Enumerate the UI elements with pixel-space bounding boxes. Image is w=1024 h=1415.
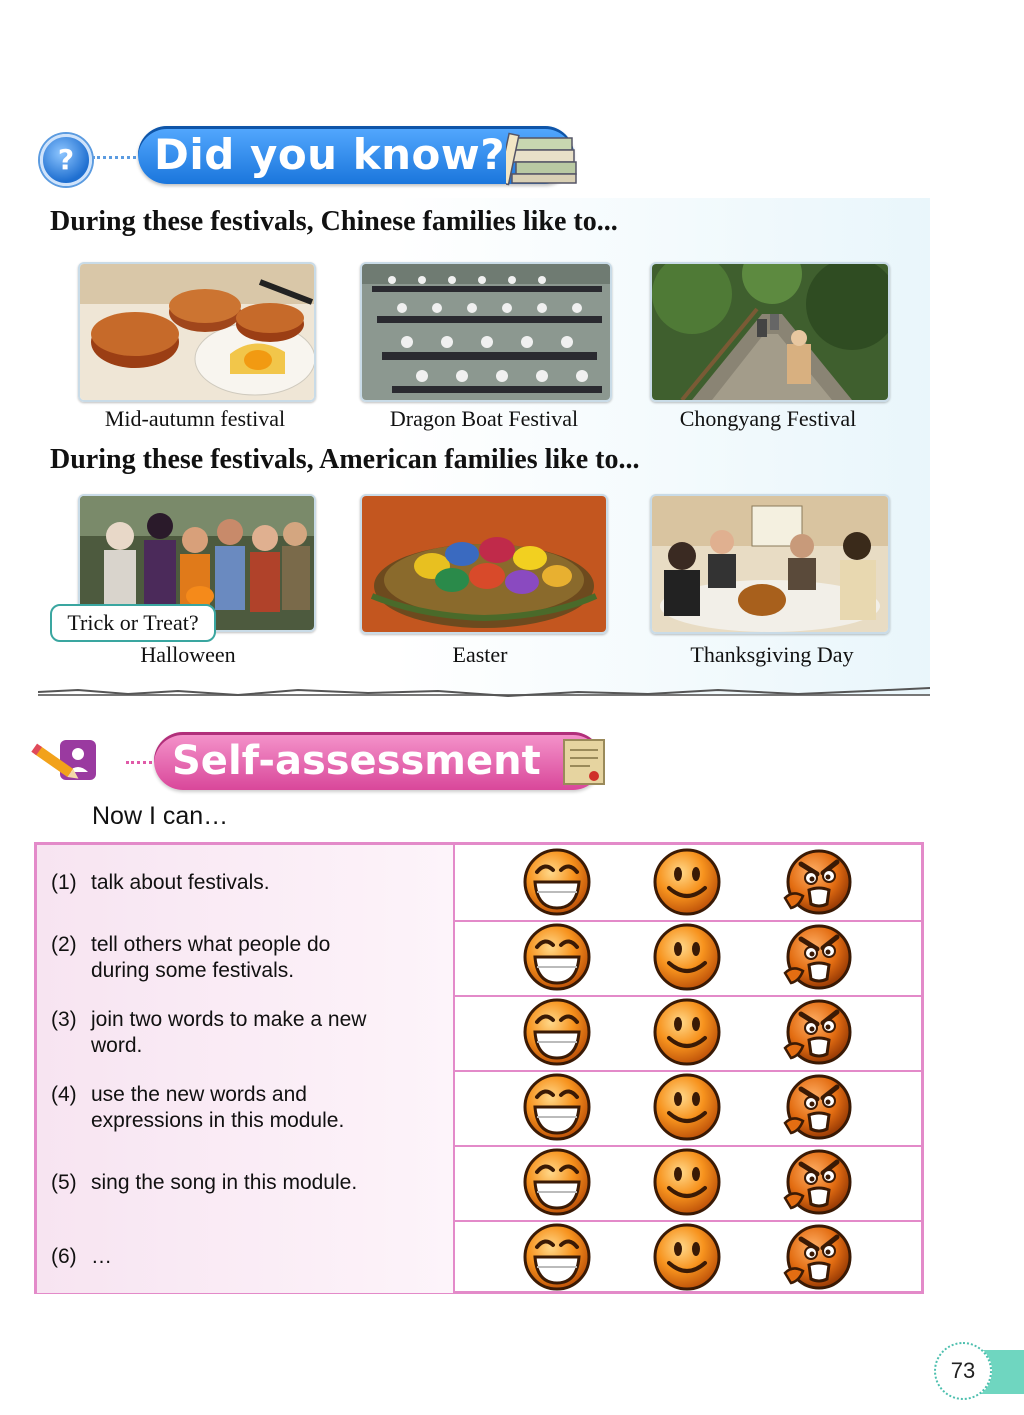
american-heading: During these festivals, American families like to... xyxy=(50,444,640,475)
now-i-can-label: Now I can… xyxy=(92,802,229,830)
statement-line-1: join two words to make a new xyxy=(91,1007,367,1031)
pencil-icon xyxy=(30,734,100,786)
statement-line-2: expressions in this module. xyxy=(91,1108,345,1132)
did-you-know-title: Did you know? xyxy=(138,126,574,184)
assessment-row xyxy=(37,1220,921,1293)
statement-number: (2) xyxy=(51,932,77,956)
angry-face-icon[interactable] xyxy=(781,1146,853,1218)
assessment-row xyxy=(37,920,921,997)
caption-thanksgiving: Thanksgiving Day xyxy=(690,642,854,667)
assessment-statement xyxy=(51,932,447,984)
angry-face-icon[interactable] xyxy=(781,1221,853,1293)
smiling-face-icon[interactable] xyxy=(651,1146,723,1218)
did-you-know-header xyxy=(36,122,596,192)
laughing-face-icon[interactable] xyxy=(521,996,593,1068)
mid-autumn-photo xyxy=(78,262,316,402)
statement-line-1: tell others what people do xyxy=(91,932,331,956)
statement-line-2: during some festivals. xyxy=(91,958,295,982)
statement-line-1: sing the song in this module. xyxy=(91,1170,358,1194)
assessment-row xyxy=(37,845,921,922)
self-assessment-header xyxy=(30,728,630,798)
assessment-statement xyxy=(51,1007,447,1059)
assessment-statement xyxy=(51,1170,447,1196)
laughing-face-icon[interactable] xyxy=(521,1146,593,1218)
statement-line-1: talk about festivals. xyxy=(91,870,270,894)
angry-face-icon[interactable] xyxy=(781,996,853,1068)
caption-mid-autumn: Mid-autumn festival xyxy=(104,406,286,431)
assessment-statement-cell xyxy=(37,1220,455,1293)
self-assessment-table xyxy=(34,842,924,1294)
smiling-face-icon[interactable] xyxy=(651,1221,723,1293)
chongyang-photo xyxy=(650,262,890,402)
torn-paper-edge xyxy=(38,680,930,702)
caption-dragon-boat: Dragon Boat Festival xyxy=(389,406,579,431)
statement-line-1: … xyxy=(91,1244,112,1268)
caption-easter: Easter xyxy=(452,642,508,667)
chinese-heading: During these festivals, Chinese families like to... xyxy=(50,206,618,237)
statement-number: (5) xyxy=(51,1170,77,1194)
speech-bubble: Trick or Treat? xyxy=(50,604,216,642)
assessment-row xyxy=(37,995,921,1072)
laughing-face-icon[interactable] xyxy=(521,1221,593,1293)
question-icon: ? xyxy=(40,134,92,186)
caption-halloween: Halloween xyxy=(140,642,236,667)
statement-line-2: word. xyxy=(91,1033,143,1057)
assessment-row xyxy=(37,1070,921,1147)
smiling-face-icon[interactable] xyxy=(651,996,723,1068)
laughing-face-icon[interactable] xyxy=(521,921,593,993)
thanksgiving-photo xyxy=(650,494,890,634)
easter-photo xyxy=(360,494,608,634)
certificate-icon xyxy=(560,736,608,788)
assessment-statement xyxy=(51,870,447,896)
dragon-boat-photo xyxy=(360,262,612,402)
angry-face-icon[interactable] xyxy=(781,846,853,918)
laughing-face-icon[interactable] xyxy=(521,1071,593,1143)
dotted-connector xyxy=(92,156,136,159)
assessment-statement-cell xyxy=(37,1145,455,1220)
smiling-face-icon[interactable] xyxy=(651,1071,723,1143)
angry-face-icon[interactable] xyxy=(781,1071,853,1143)
smiling-face-icon[interactable] xyxy=(651,846,723,918)
assessment-statement-cell xyxy=(37,920,455,995)
assessment-row xyxy=(37,1145,921,1222)
assessment-statement-cell xyxy=(37,845,455,920)
caption-chongyang: Chongyang Festival xyxy=(679,406,857,431)
statement-number: (6) xyxy=(51,1244,77,1268)
smiling-face-icon[interactable] xyxy=(651,921,723,993)
assessment-statement-cell xyxy=(37,995,455,1070)
statement-number: (4) xyxy=(51,1082,77,1106)
books-icon xyxy=(506,128,582,186)
assessment-statement xyxy=(51,1244,447,1270)
statement-number: (3) xyxy=(51,1007,77,1031)
assessment-statement-cell xyxy=(37,1070,455,1145)
statement-line-1: use the new words and xyxy=(91,1082,307,1106)
page-number: 73 xyxy=(934,1342,992,1400)
statement-number: (1) xyxy=(51,870,77,894)
self-assessment-title: Self-assessment xyxy=(154,732,602,790)
angry-face-icon[interactable] xyxy=(781,921,853,993)
assessment-statement xyxy=(51,1082,447,1134)
laughing-face-icon[interactable] xyxy=(521,846,593,918)
